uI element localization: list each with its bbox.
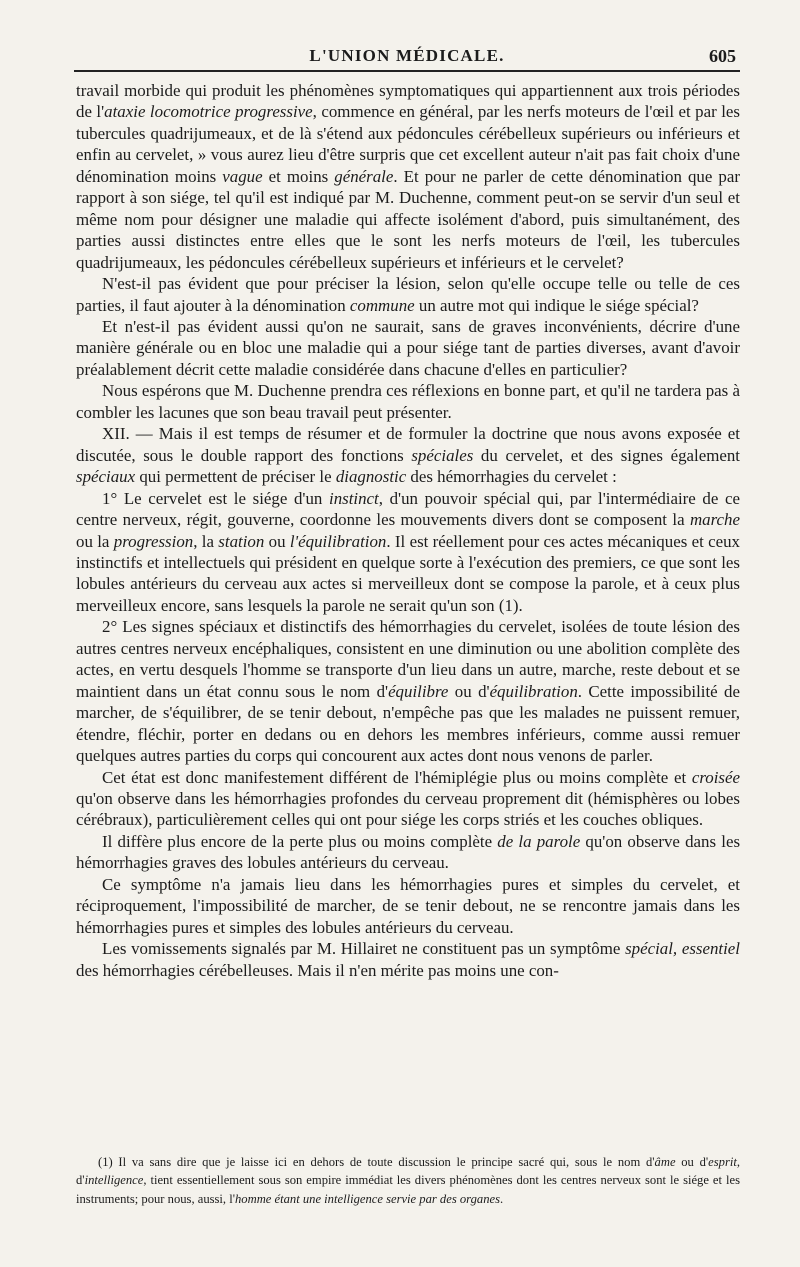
text-run: ou la (76, 531, 114, 551)
text-run: N'est-il pas évident que pour préciser la lésion, selon qu'elle occupe telle ou telle de ces parties, il faut ajouter à la dénomination (76, 274, 740, 315)
text-run: 1° Le cervelet est le siége d'un (102, 488, 329, 508)
italic-run: instinct (329, 488, 379, 508)
italic-run: diagnostic (335, 467, 407, 487)
italic-run: vague (222, 166, 263, 186)
paragraph (76, 874, 740, 938)
paragraph (76, 80, 740, 273)
italic-run: âme (654, 1155, 676, 1169)
text-run: , tient essentiellement sous son empire immédiat les divers phénomènes dont les centres nerveux sont le siége et les instruments; pour nous, aussi, l' (76, 1173, 740, 1206)
text-run: Et n'est-il pas évident aussi qu'on ne saurait, sans de graves inconvénients, décrire d'une manière générale ou en bloc une maladie qui a pour siége tant de parties diverses, avant d'avoir préalablement décrit cette maladie considérée dans chacune d'elles en particulier? (76, 316, 740, 379)
running-title: L'UNION MÉDICALE. (309, 46, 505, 65)
italic-run: générale (334, 166, 394, 186)
paragraph (76, 316, 740, 380)
italic-run: équilibre (388, 681, 449, 701)
text-run: Nous espérons que M. Duchenne prendra ces réflexions en bonne part, et qu'il ne tardera pas à combler les lacunes que son beau travail peut présenter. (76, 381, 740, 422)
text-run: et moins (262, 166, 335, 186)
text-run: un autre mot qui indique le siége spécial? (414, 295, 699, 315)
text-run: Il diffère plus encore de la perte plus ou moins complète (102, 831, 498, 851)
text-run: , commence en général, par les nerfs moteurs de l'œil et par les tubercules quadrijumeaux, et de là s'étend aux pédoncules cérébelleux supérieurs ou inférieurs et enfin au cervelet, » vous aurez lieu d'être surpris que cet excellent auteur n'ait pas fait choix d'une dénomination moins (76, 102, 740, 186)
italic-run: spéciales (411, 445, 474, 465)
footnote (76, 1153, 740, 1208)
italic-run: station (218, 531, 265, 551)
text-run: travail morbide qui produit les phénomènes symptomatiques qui appartiennent aux trois périodes de l' (76, 81, 740, 122)
text-run: XII. — Mais il est temps de résumer et de formuler la doctrine que nous avons exposée et discutée, sous le double rapport des fonctions (76, 424, 740, 465)
text-run: 2° Les signes spéciaux et distinctifs des hémorrhagies du cervelet, isolées de toute lésion des autres centres nerveux encéphaliques, consistent en une diminution ou une abolition complète des actes, en vertu desquels l'homme se transporte d'un lieu dans un autre, marche, reste debout et se maintient dans un état connu sous le nom d' (76, 617, 740, 701)
italic-run: progression (113, 531, 194, 551)
text-run: des hémorrhagies du cervelet : (406, 467, 617, 487)
paragraph (76, 380, 740, 423)
text-run: . Cette impossibilité de marcher, de s'équilibrer, de se tenir debout, n'empêche pas que les malades ne puissent remuer, étendre, fléchir, porter en dedans ou en dehors les membres inférieurs, comme aussi remuer quelques autres parties du corps qui concourent aux actes dont nous venons de parler. (76, 681, 740, 766)
page-header (74, 30, 740, 70)
italic-run: l'équilibration (289, 531, 387, 551)
italic-run: ataxie locomotrice progressive (104, 102, 313, 122)
text-run: , d'un pouvoir spécial qui, par l'intermédiaire de ce centre nerveux, régit, gouverne, coordonne les mouvements divers dont se composent la (76, 488, 740, 530)
italic-run: spécial, essentiel (625, 939, 740, 959)
paragraph (76, 938, 740, 981)
text-run: Cet état est donc manifestement différent de l'hémiplégie plus ou moins complète et (102, 767, 692, 787)
text-run: qu'on observe dans les hémorrhagies profondes du cerveau proprement dit (hémisphères ou lobes cérébraux), particulièrement celles qui ont pour siége les corps striés et les couches obliques. (76, 788, 740, 830)
italic-run: spéciaux (76, 467, 136, 487)
italic-run: homme étant une intelligence servie par des organes (235, 1191, 500, 1206)
text-run: . Il est réellement pour ces actes mécaniques et ceux instinctifs et intellectuels qui président en quelque sorte à l'exécution des premiers, ce que sont les lobules antérieurs du cerveau aux actes si merveilleux dont se compose la parole, et à ceux plus merveilleux encore, sans lesquels la parole ne serait qu'un son (1). (76, 531, 741, 615)
page-number: 605 (709, 46, 736, 66)
header-rule (74, 70, 740, 72)
italic-run: équilibration (489, 681, 578, 701)
text-run: du cervelet, et des signes également (473, 445, 740, 465)
paragraph (76, 273, 740, 316)
text-run: Les vomissements signalés par M. Hillairet ne constituent pas un symptôme (102, 939, 626, 959)
italic-run: de la parole (497, 831, 581, 851)
footnotes (76, 1153, 740, 1208)
text-run: qu'on observe dans les hémorrhagies graves des lobules antérieurs du cerveau. (76, 831, 741, 873)
paragraph (76, 616, 740, 766)
paragraph (76, 488, 740, 617)
text-run: , la (193, 531, 219, 551)
text-run: ou d' (675, 1155, 709, 1169)
text-run: ou d' (448, 681, 490, 701)
text-run: . (500, 1191, 504, 1206)
italic-run: croisée (691, 767, 740, 787)
paragraph (76, 831, 740, 874)
italic-run: marche (689, 510, 740, 530)
body-text (76, 80, 740, 981)
paragraph (76, 767, 740, 831)
text-run: ou (264, 531, 290, 551)
text-run: , d' (76, 1155, 740, 1188)
text-run: (1) Il va sans dire que je laisse ici en dehors de toute discussion le principe sacré qui, sous le nom d' (98, 1155, 655, 1169)
text-run: qui permettent de préciser le (135, 467, 336, 487)
text-run: des hémorrhagies cérébelleuses. Mais il n'en mérite pas moins une con- (76, 960, 559, 980)
italic-run: esprit (708, 1155, 737, 1169)
italic-run: intelligence (84, 1173, 144, 1188)
text-run: Ce symptôme n'a jamais lieu dans les hémorrhagies pures et simples du cervelet, et réciproquement, l'impossibilité de marcher, de se tenir debout, ne se rencontre jamais dans les hémorrhagies pures et simples des lobules antérieurs du cerveau. (76, 874, 740, 937)
text-run: . Et pour ne parler de cette dénomination que par rapport à son siége, tel qu'il est indiqué par M. Duchenne, comment peut-on se servir d'un seul et même nom pour désigner une maladie qui affecte isolément d'abord, puis simultanément, des parties aussi distinctes entre elles que le sont les nerfs moteurs de l'œil, les tubercules quadrijumeaux, les pédoncules cérébelleux supérieurs et inférieurs et le cervelet? (76, 166, 740, 272)
italic-run: commune (349, 295, 415, 315)
paragraph (76, 423, 740, 487)
